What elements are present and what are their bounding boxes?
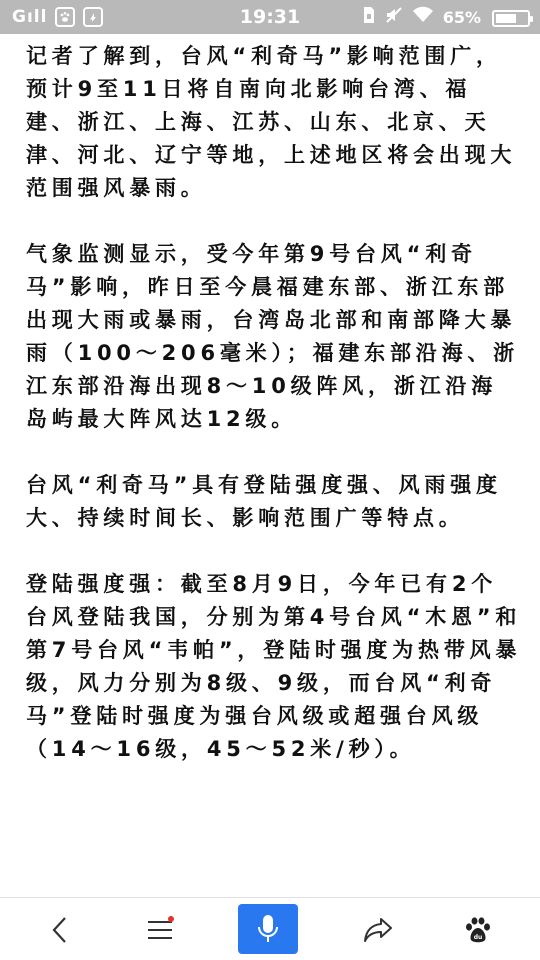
share-icon: [363, 917, 393, 943]
menu-button[interactable]: [132, 906, 188, 954]
battery-icon: [492, 10, 530, 27]
signal-icon: Gıll: [12, 7, 48, 27]
bottom-nav-bar: [0, 897, 540, 960]
article-paragraph-1: 记者了解到，台风“利奇马”影响范围广，预计9至11日将自南向北影响台湾、福建、浙江、上海、江苏、山东、北京、天津、河北、辽宁等地，上述地区将会出现大范围强风暴雨。: [26, 44, 517, 200]
voice-search-button[interactable]: [238, 904, 298, 954]
article-body: [26, 40, 522, 799]
clock: 19:31: [239, 6, 301, 28]
battery-level: [496, 14, 516, 23]
mute-icon: [385, 6, 403, 30]
baidu-home-button[interactable]: [450, 906, 506, 954]
back-button[interactable]: [32, 906, 88, 954]
article-paragraph-4: 登陆强度强：截至8月9日，今年已有2个台风登陆我国，分别为第4号台风“木恩”和第7号台风“韦帕”，登陆时强度为热带风暴级，风力分别为8级、9级，而台风“利奇马”登陆时强度为强台风级或超强台风级（14～16级，45～52米/秒）。: [26, 572, 522, 761]
notification-dot: [168, 916, 174, 922]
article-paragraph-2: 气象监测显示，受今年第9号台风“利奇马”影响，昨日至今晨福建东部、浙江东部出现大雨或暴雨，台湾岛北部和南部降大暴雨（100～206毫米）；福建东部沿海、浙江东部沿海出现8～10级阵风，浙江沿海岛屿最大阵风达12级。: [26, 242, 519, 431]
sim-icon: [362, 6, 376, 30]
article-paragraph-3: 台风“利奇马”具有登陆强度强、风雨强度大、持续时间长、影响范围广等特点。: [26, 473, 502, 530]
share-button[interactable]: [350, 906, 406, 954]
battery-percent: 65%: [442, 8, 481, 27]
status-right: [362, 6, 530, 30]
chevron-left-icon: [50, 915, 70, 945]
wifi-icon: [412, 6, 434, 30]
microphone-icon: [257, 914, 279, 944]
status-bar: [0, 0, 540, 34]
svg-text:du: du: [473, 934, 483, 941]
baidu-paw-icon: [464, 916, 492, 944]
